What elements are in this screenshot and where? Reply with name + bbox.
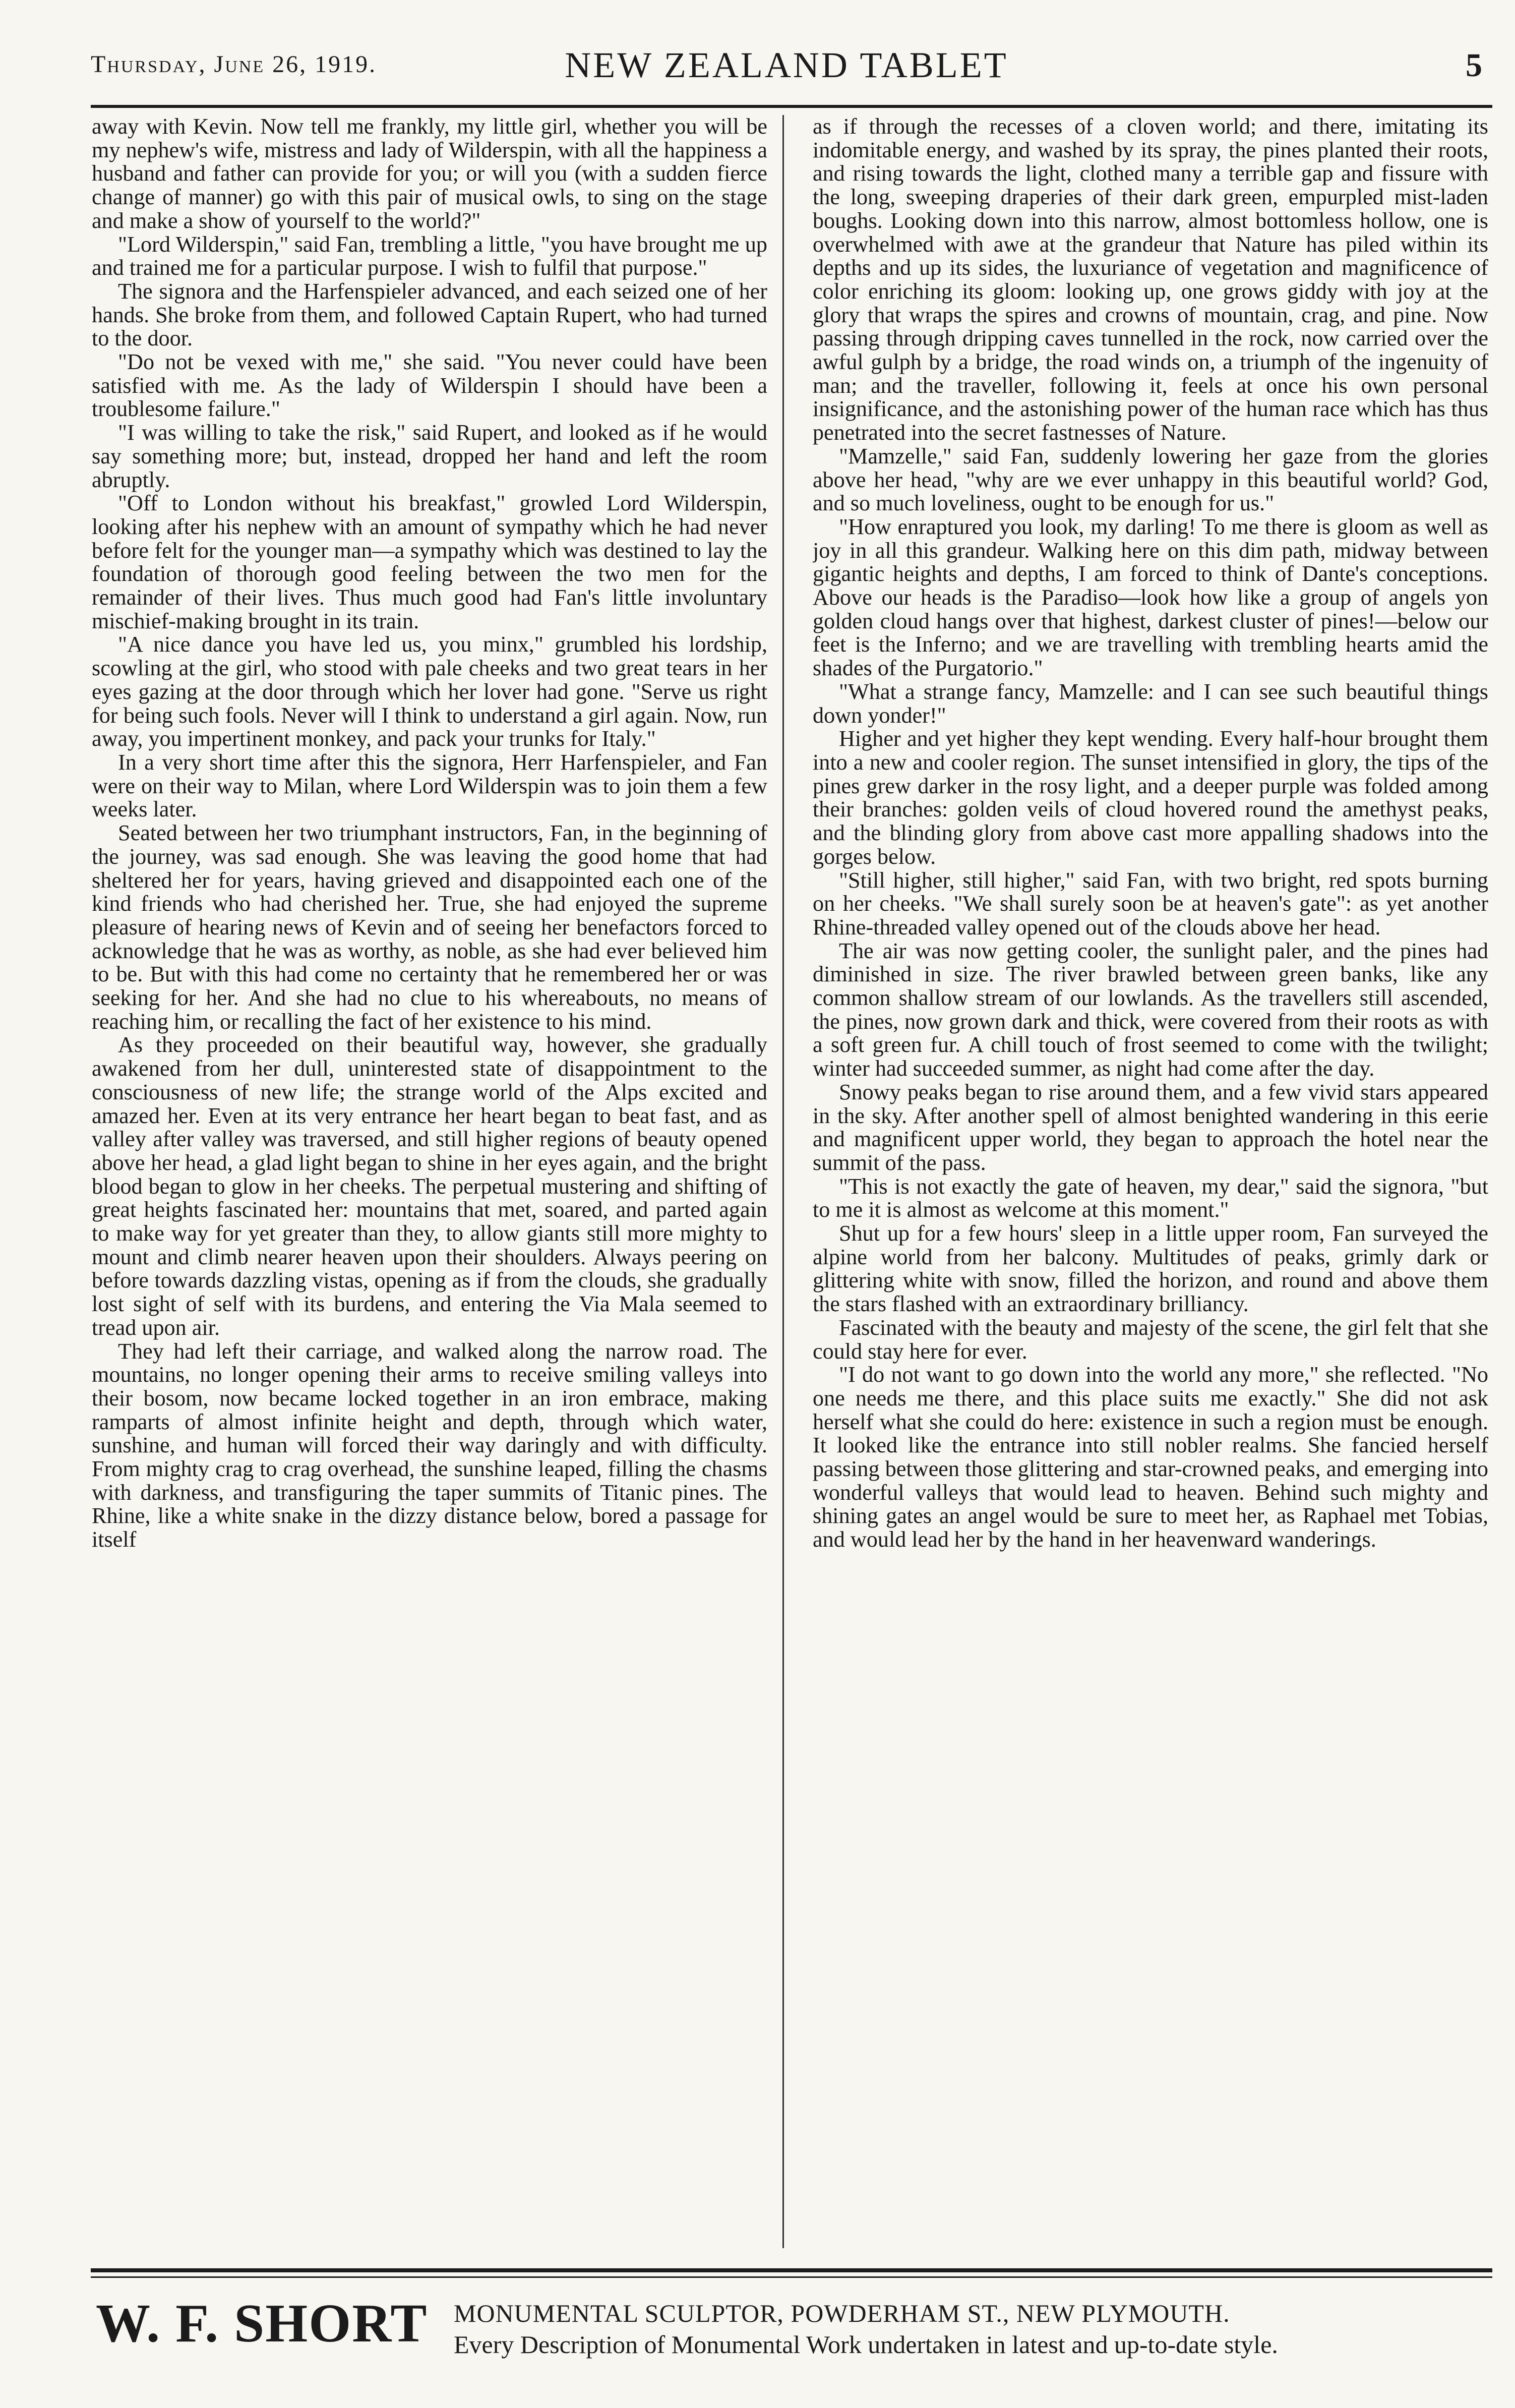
- advertisement-rule: [91, 2268, 1492, 2272]
- paragraph: In a very short time after this the signora, Herr Harfenspieler, and Fan were on their way to Milan, where Lord Wilderspin was to join them a few weeks later.: [92, 749, 767, 822]
- advertisement-line-1: MONUMENTAL SCULPTOR, POWDERHAM ST., NEW PLYMOUTH.: [454, 2299, 1230, 2327]
- paragraph: Shut up for a few hours' sleep in a little upper room, Fan surveyed the alpine world from her balcony. Multitudes of peaks, grimly dark or glittering white with snow, filled the horizon, and round and above them the stars flashed with an extraordinary brilliancy.: [813, 1221, 1488, 1317]
- paragraph: away with Kevin. Now tell me frankly, my little girl, whether you will be my nephew's wife, mistress and lady of Wilderspin, with all the happiness a husband and father can provide for you; or will you (with a sudden fierce change of manner) go with this pair of musical owls, to sing on the stage and make a show of yourself to the world?": [92, 115, 767, 233]
- newspaper-title: NEW ZEALAND TABLET: [565, 45, 1008, 85]
- left-column: [92, 115, 767, 2268]
- paragraph: "What a strange fancy, Mamzelle: and I can see such beautiful things down yonder!": [813, 679, 1488, 728]
- masthead: [91, 44, 1482, 95]
- paragraph: "How enraptured you look, my darling! To me there is gloom as well as joy in all this grandeur. Walking here on this dim path, midway between gigantic heights and depths, I am forced to think of Dante's conceptions. Above our heads is the Paradiso—look how like a group of angels yon golden cloud hangs over that highest, darkest cluster of pines!—below our feet is the Inferno; and we are travelling with trembling hearts amid the shades of the Purgatorio.": [813, 514, 1488, 681]
- paragraph: "Lord Wilderspin," said Fan, trembling a little, "you have brought me up and trained me for a particular purpose. I wish to fulfil that purpose.": [92, 231, 767, 280]
- paragraph: as if through the recesses of a cloven world; and there, imitating its indomitable energy, and washed by its spray, the pines planted their roots, and rising towards the light, clothed many a terrible gap and fissure with the long, sweeping draperies of their dark green, empurpled mist-laden boughs. Looking down into this narrow, almost bottomless hollow, one is overwhelmed with awe at the grandeur that Nature has piled within its depths and up its sides, the luxuriance of vegetation and magnificence of color enriching its gloom: looking up, one grows giddy with joy at the glory that wraps the spires and crowns of mountain, crag, and pine. Now passing through dripping caves tunnelled in the rock, now carried over the awful gulph by a bridge, the road winds on, a triumph of the ingenuity of man; and the traveller, following it, feels at once his own personal insignificance, and the astonishing power of the human race which has thus penetrated into the secret fastnesses of Nature.: [813, 115, 1488, 445]
- paragraph: As they proceeded on their beautiful way, however, she gradually awakened from her dull, uninterested state of disappointment to the consciousness of new life; the strange world of the Alps excited and amazed her. Even at its very entrance her heart began to beat fast, and as valley after valley was traversed, and still higher regions of beauty opened above her head, a glad light began to shine in her eyes again, and the bright blood began to glow in her cheeks. The perpetual mustering and shifting of great heights fascinated her: mountains that met, soared, and parted again to make way for yet greater than they, to allow giants still more mighty to mount and climb nearer heaven upon their shoulders. Always peering on before towards dazzling vistas, opening as if from the clouds, she gradually lost sight of self with its burdens, and entering the Via Mala seemed to tread upon air.: [92, 1032, 767, 1340]
- paragraph: "A nice dance you have led us, you minx," grumbled his lordship, scowling at the girl, who stood with pale cheeks and two great tears in her eyes gazing at the door through which her lover had gone. "Serve us right for being such fools. Never will I think to understand a girl again. Now, run away, you impertinent monkey, and pack your trunks for Italy.": [92, 632, 767, 751]
- paragraph: The signora and the Harfenspieler advanced, and each seized one of her hands. She broke from them, and followed Captain Rupert, who had turned to the door.: [92, 278, 767, 351]
- right-column: [813, 115, 1488, 2268]
- advertiser-name: W. F. SHORT: [96, 2294, 428, 2354]
- paragraph: "I was willing to take the risk," said Rupert, and looked as if he would say something more; but, instead, dropped her hand and left the room abruptly.: [92, 420, 767, 492]
- paragraph: Seated between her two triumphant instructors, Fan, in the beginning of the journey, was sad enough. She was leaving the good home that had sheltered her for years, having grieved and disappointed each one of the kind friends who had cherished her. True, she had enjoyed the supreme pleasure of hearing news of Kevin and of seeing her benefactors forced to acknowledge that he was as worthy, as noble, as she had ever believed him to be. But with this had come no certainty that he remembered her or was seeking for her. And she had no clue to his whereabouts, no means of reaching him, or recalling the fact of her existence to his mind.: [92, 820, 767, 1034]
- paragraph: "Still higher, still higher," said Fan, with two bright, red spots burning on her cheeks. "We shall surely soon be at heaven's gate": as yet another Rhine-threaded valley opened out of the clouds above her head.: [813, 867, 1488, 939]
- paragraph: "Off to London without his breakfast," growled Lord Wilderspin, looking after his nephew with an amount of sympathy which he had never before felt for the younger man—a sympathy which was destined to lay the foundation of thorough good feeling between the two men for the remainder of their lives. Thus much good had Fan's little involuntary mischief-making brought in its train.: [92, 491, 767, 633]
- issue-date: Thursday, June 26, 1919.: [91, 51, 377, 78]
- column-divider: [782, 115, 784, 2248]
- paragraph: Fascinated with the beauty and majesty of the scene, the girl felt that she could stay here for ever.: [813, 1315, 1488, 1364]
- advertisement: [91, 2289, 1492, 2370]
- paragraph: Higher and yet higher they kept wending. Every half-hour brought them into a new and cooler region. The sunset intensified in glory, the tips of the pines grew darker in the rosy light, and a deeper purple was folded among their branches: golden veils of cloud hovered round the amethyst peaks, and the blinding glory from above cast more appalling shadows into the gorges below.: [813, 726, 1488, 869]
- paragraph: "Mamzelle," said Fan, suddenly lowering her gaze from the glories above her head, "why are we ever unhappy in this beautiful world? God, and so much loveliness, ought to be enough for us.": [813, 443, 1488, 516]
- paragraph: Snowy peaks began to rise around them, and a few vivid stars appeared in the sky. After another spell of almost benighted wandering in this eerie and magnificent upper world, they began to approach the hotel near the summit of the pass.: [813, 1079, 1488, 1175]
- paragraph: "Do not be vexed with me," she said. "You never could have been satisfied with me. As the lady of Wilderspin I should have been a troublesome failure.": [92, 349, 767, 422]
- advertisement-rule-thin: [91, 2276, 1492, 2278]
- advertisement-line-2: Every Description of Monumental Work undertaken in latest and up-to-date style.: [454, 2330, 1278, 2359]
- header-rule: [91, 105, 1492, 108]
- paragraph: The air was now getting cooler, the sunlight paler, and the pines had diminished in size. The river brawled between green banks, like any common shallow stream of our lowlands. As the travellers still ascended, the pines, now grown dark and thick, were covered from their roots as with a soft green fur. A chill touch of frost seemed to come with the twilight; winter had succeeded summer, as night had come after the day.: [813, 938, 1488, 1081]
- paragraph: "This is not exactly the gate of heaven, my dear," said the signora, "but to me it is almost as welcome at this moment.": [813, 1173, 1488, 1222]
- page-number: 5: [1466, 47, 1482, 84]
- paragraph: "I do not want to go down into the world any more," she reflected. "No one needs me there, and this place suits me exactly." She did not ask herself what she could do here: existence in such a region must be enough. It looked like the entrance into still nobler realms. She fancied herself passing between those glittering and star-crowned peaks, and emerging into wonderful valleys that would lead to heaven. Behind such mighty and shining gates an angel would be sure to meet her, as Raphael met Tobias, and would lead her by the hand in her heavenward wanderings.: [813, 1362, 1488, 1552]
- paragraph: They had left their carriage, and walked along the narrow road. The mountains, no longer opening their arms to receive smiling valleys into their bosom, now became locked together in an iron embrace, making ramparts of almost infinite height and depth, through which water, sunshine, and human will forced their way daringly and with difficulty. From mighty crag to crag overhead, the sunshine leaped, filling the chasms with darkness, and transfiguring the taper summits of Titanic pines. The Rhine, like a white snake in the dizzy distance below, bored a passage for itself: [92, 1338, 767, 1552]
